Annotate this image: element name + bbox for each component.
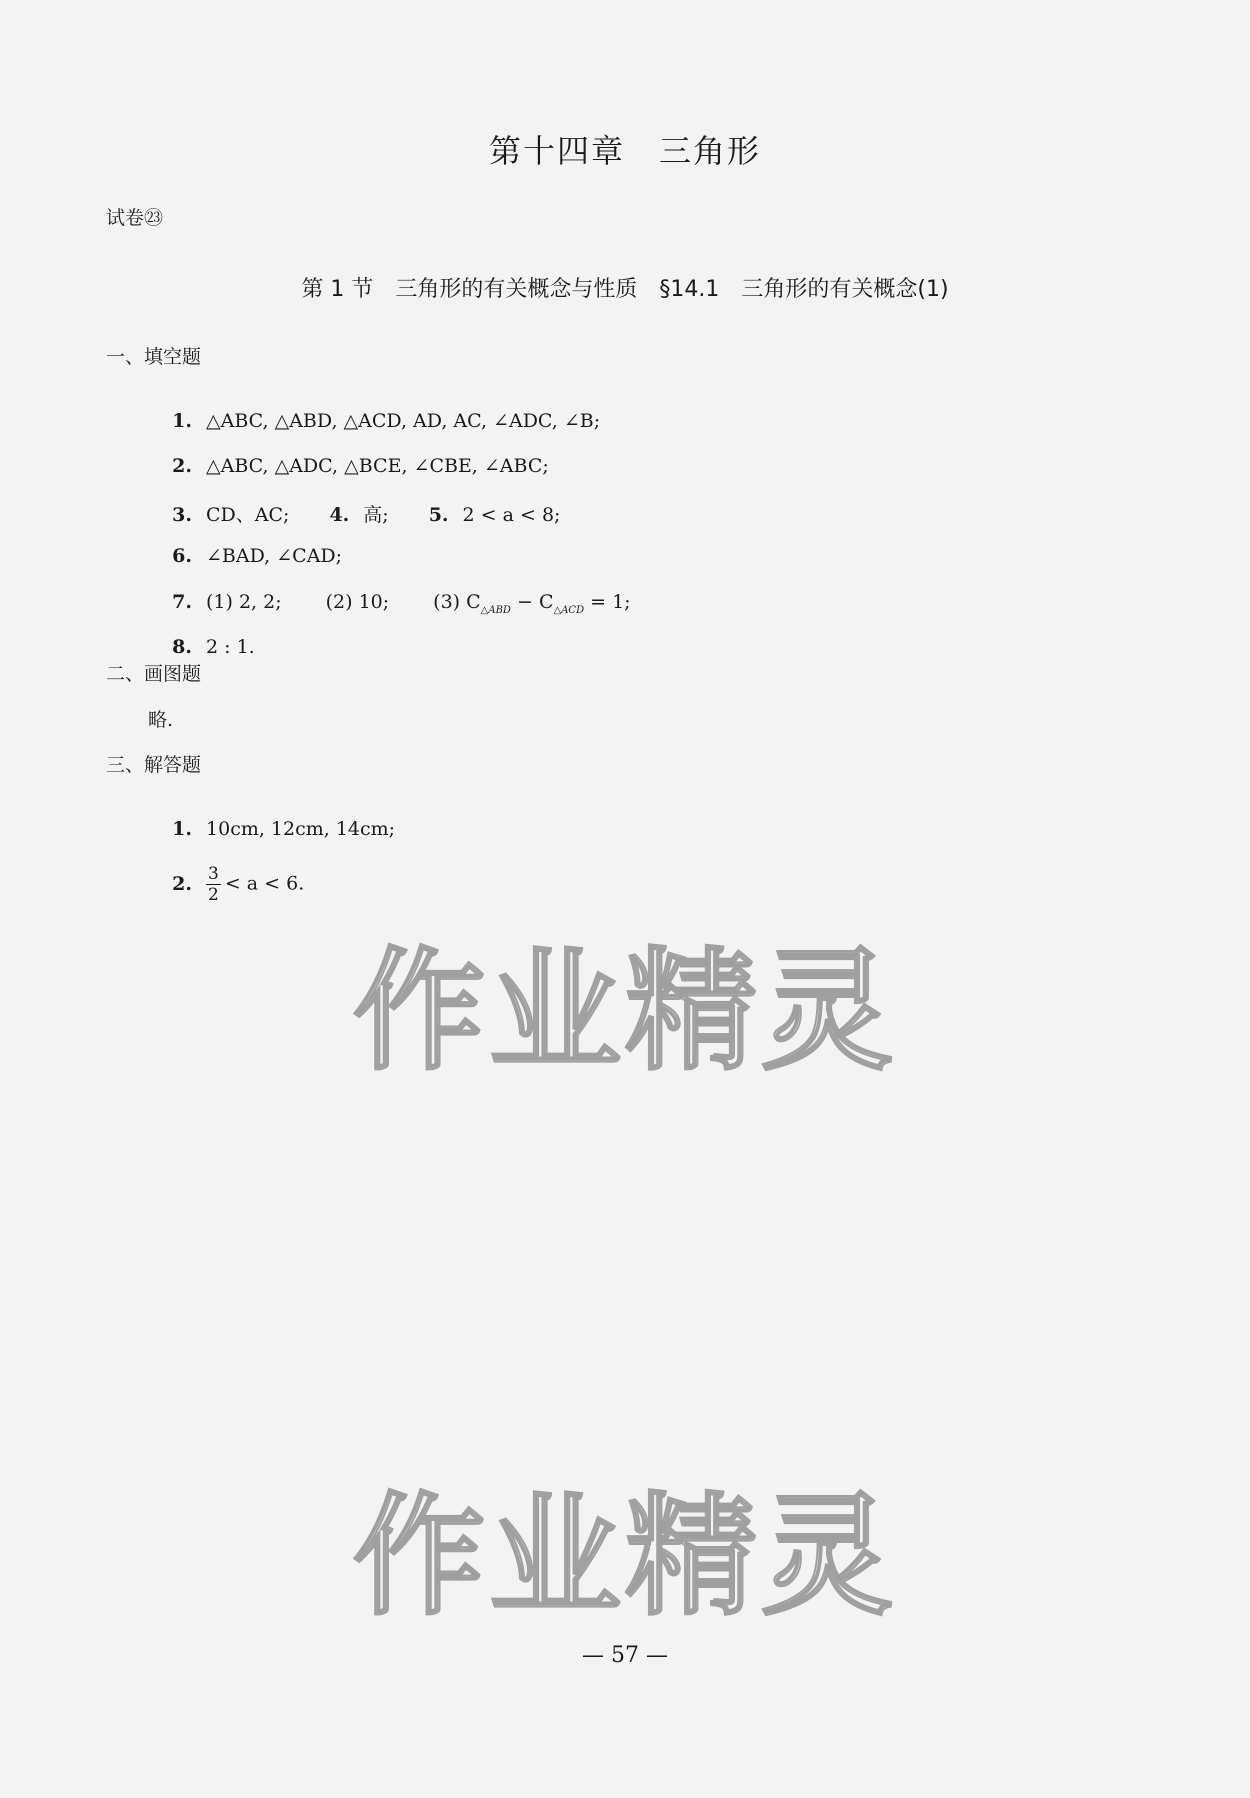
answer-text: < a < 6. [224, 872, 305, 895]
answer-text: 高; [363, 504, 389, 526]
drawing-heading: 二、画图题 [106, 663, 202, 685]
answer-number: 2. [172, 872, 193, 895]
answer-text: (1) 2, 2; [206, 591, 282, 613]
solution-heading: 三、解答题 [106, 754, 202, 776]
answer-number: 3. [172, 504, 193, 526]
section-title: 第 1 节 三角形的有关概念与性质 §14.1 三角形的有关概念(1) [301, 277, 949, 302]
answer-text: △ABC, △ADC, △BCE, ∠CBE, ∠ABC; [206, 455, 549, 477]
watermark-logo: 作业精灵 [353, 1480, 897, 1634]
answer-text: ∠BAD, ∠CAD; [206, 545, 343, 567]
answer-text: = 1; [584, 591, 631, 613]
watermark-logo: 作业精灵 [353, 935, 897, 1089]
paper-label: 试卷㉓ [106, 207, 164, 229]
answer-text: 2 : 1. [206, 636, 255, 658]
subscript: △ABD [480, 605, 511, 616]
answer-text: − C [510, 591, 554, 613]
answer-number: 8. [172, 636, 193, 658]
answer-number: 4. [329, 504, 350, 526]
answer-text: (3) C [433, 591, 481, 613]
answer-number: 5. [428, 504, 449, 526]
fraction-numerator: 3 [208, 864, 219, 884]
answer-number: 1. [172, 818, 193, 840]
answer-2: 略. [148, 709, 174, 731]
answer-text: (2) 10; [325, 591, 390, 613]
fraction-denominator: 2 [208, 885, 219, 905]
answer-text: 2 < a < 8; [462, 504, 561, 526]
answer-text: △ABC, △ABD, △ACD, AD, AC, ∠ADC, ∠B; [206, 410, 601, 432]
chapter-title: 第十四章 三角形 [488, 132, 761, 170]
answer-number: 1. [172, 410, 193, 432]
answer-number: 7. [172, 591, 193, 613]
answer-number: 2. [172, 455, 193, 477]
answer-text: CD、AC; [206, 504, 290, 526]
answer-text: 10cm, 12cm, 14cm; [206, 818, 396, 840]
fill-in-heading: 一、填空题 [106, 346, 202, 368]
page-number: — 57 — [582, 1643, 668, 1668]
subscript: △ACD [553, 605, 585, 616]
answer-number: 6. [172, 545, 193, 567]
fraction [206, 864, 221, 905]
